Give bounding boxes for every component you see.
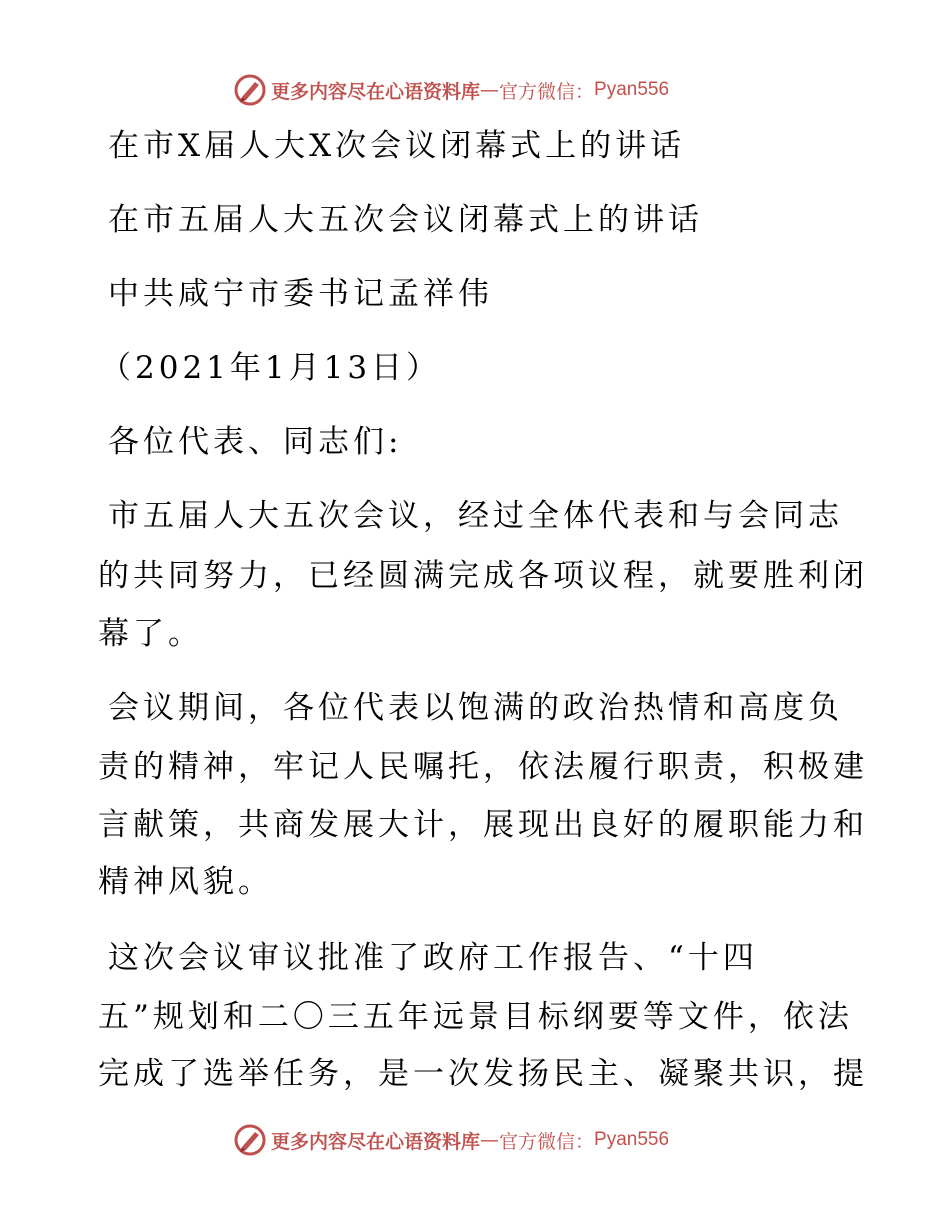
pen-logo-icon [233, 1123, 267, 1157]
paragraph-1-line-1: 市五届人大五次会议，经过全体代表和与会同志 [108, 498, 843, 534]
pen-logo-icon [233, 73, 267, 107]
paragraph-3-line-1: 这次会议审议批准了政府工作报告、“十四 [108, 940, 758, 976]
title-line-2: 在市五届人大五次会议闭幕式上的讲话 [108, 202, 703, 238]
banner-tail-text: 官方微信： [499, 80, 595, 103]
paragraph-2-line-1: 会议期间，各位代表以饱满的政治热情和高度负 [108, 690, 843, 726]
paragraph-1-line-2: 的共同努力，已经圆满完成各项议程，就要胜利闭 [98, 558, 868, 594]
paragraph-3-line-2: 五”规划和二〇三五年远景目标纲要等文件，依法 [98, 999, 853, 1035]
paragraph-3-line-3: 完成了选举任务，是一次发扬民主、凝聚共识，提 [98, 1056, 868, 1092]
banner-tail-text: 官方微信： [499, 1130, 595, 1153]
author-line: 中共咸宁市委书记孟祥伟 [108, 276, 493, 312]
banner-handle: Pyan556 [594, 79, 670, 100]
salutation: 各位代表、同志们: [108, 424, 403, 460]
banner-separator: — [480, 79, 500, 101]
banner-main-text: 更多内容尽在心语资料库 [271, 80, 481, 103]
watermark-banner-top [233, 72, 669, 108]
banner-handle: Pyan556 [594, 1129, 670, 1150]
paragraph-2-line-2: 责的精神，牢记人民嘱托，依法履行职责，积极建 [98, 749, 868, 785]
paragraph-2-line-3: 言献策，共商发展大计，展现出良好的履职能力和 [98, 807, 868, 843]
banner-separator: — [480, 1129, 500, 1151]
date-line: （2021年1月13日） [100, 350, 442, 386]
title-line-1: 在市X届人大X次会议闭幕式上的讲话 [108, 128, 686, 164]
banner-main-text: 更多内容尽在心语资料库 [271, 1130, 481, 1153]
paragraph-2-line-4: 精神风貌。 [98, 864, 273, 900]
paragraph-1-line-3: 幕了。 [98, 616, 203, 652]
watermark-banner-bottom [233, 1122, 669, 1158]
